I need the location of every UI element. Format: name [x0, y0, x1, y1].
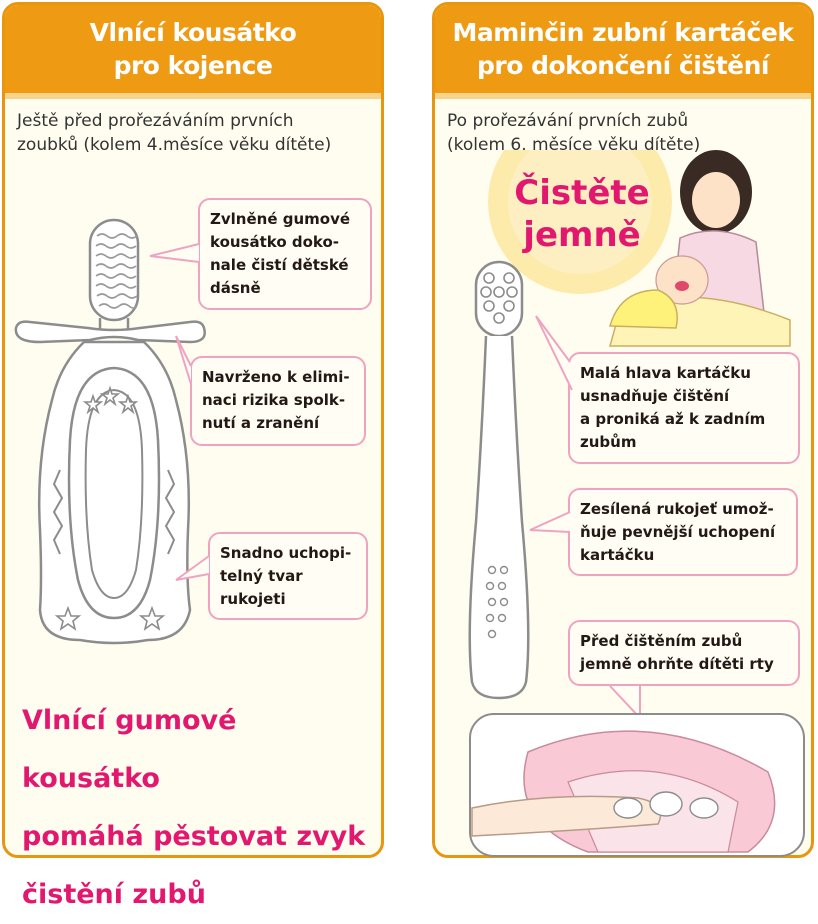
pointer-small-head — [536, 316, 572, 390]
gentle-highlight: Čistěte jemně — [514, 173, 650, 255]
left-slogan: Vlnící gumové kousátko pomáhá pěstovat zvyk čistění zubů — [22, 705, 366, 910]
closeup-tooth-2 — [650, 792, 682, 816]
callout-wavy-head: Zvlněné gumové kousátko doko- nale čistí dětské dásně — [198, 198, 372, 310]
callout-small-head: Malá hlava kartáčku usnadňuje čištění a proniká až k zadním zubům — [568, 352, 800, 464]
right-panel-title: Maminčin zubní kartáček pro dokončení čištění — [452, 18, 794, 80]
left-panel-subtitle: Ještě před prořezáváním prvních zoubků (kolem 4.měsíce věku dítěte) — [17, 111, 332, 155]
right-panel-subtitle: Po prořezávání prvních zubů (kolem 6. měsíce věku dítěte) — [447, 111, 701, 155]
callout-safety-shield: Navrženo k elimi- naci rizika spolk- nutí a zranění — [190, 356, 366, 446]
callout-lift-lips: Před čištěním zubů jemně ohrňte dítěti rty — [568, 620, 800, 686]
pointer-reinforced-handle — [530, 512, 570, 532]
closeup-tooth-3 — [690, 798, 718, 818]
callout-reinforced-handle: Zesílená rukojeť umož- ňuje pevnější uchopení kartáčku — [568, 488, 798, 576]
callout-easy-grip: Snadno uchopi- telný tvar rukojeti — [208, 532, 368, 620]
left-panel-title: Vlnící kousátko pro kojence — [89, 18, 297, 80]
mouth-closeup-illustration — [468, 712, 812, 858]
closeup-tooth-1 — [614, 798, 642, 818]
